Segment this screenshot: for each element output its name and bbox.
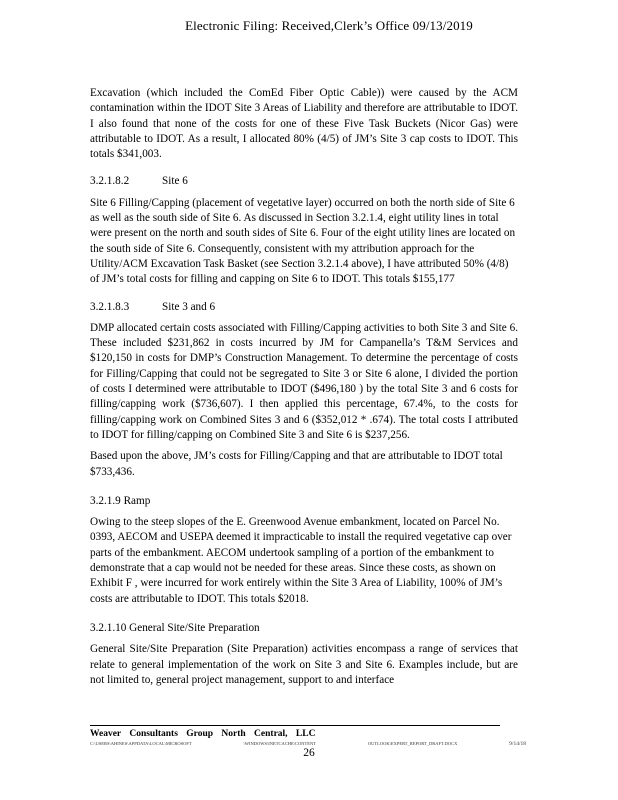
- paragraph: Excavation (which included the ComEd Fiber Optic Cable)) were caused by the ACM contamination within the IDOT Site 3 Areas of Liability and therefore are attributable to IDOT. I also found that none of the costs for one of these Five Task Buckets (Nicor Gas) were attributable to IDOT. As a result, I allocated 80% (4/5) of JM’s Site 3 cap costs to IDOT. This totals $341,003.: [90, 87, 518, 161]
- footer-path-left: C:\USERS\AHINES\APPDATA\LOCAL\MICROSOFT: [90, 741, 192, 746]
- footer-divider: [90, 725, 500, 726]
- section-heading: 3.2.1.9 Ramp: [90, 494, 151, 507]
- footer-path-right: OUTLOOK\EXPERT_REPORT_DRAFT.DOCX: [367, 741, 458, 746]
- section-heading: [90, 300, 518, 315]
- filing-stamp: Electronic Filing: Received,Clerk’s Office 09/13/2019: [185, 18, 473, 33]
- section-number: 3.2.1.8.2: [90, 175, 130, 188]
- paragraph: Based upon the above, JM’s costs for Filling/Capping and that are attributable to IDOT total $733,436.: [90, 450, 503, 478]
- footer-firm-name: Weaver Consultants Group North Central, LLC: [90, 729, 316, 739]
- paragraph: Owing to the steep slopes of the E. Greenwood Avenue embankment, located on Parcel No. 0393, AECOM and USEPA deemed it impracticable to install the required vegetative cap over parts of the embankment. AECOM undertook sampling of a portion of the embankment to demonstrate that a cap would not be needed for these areas. Since these costs, as shown on Exhibit F , were incurred for work entirely within the Site 3 Area of Liability, 100% of JM’s costs are attributable to IDOT. This totals $2018.: [90, 516, 512, 605]
- footer-date: 9/14/18: [509, 741, 526, 747]
- paragraph: General Site/Site Preparation (Site Preparation) activities encompass a range of services that relate to general implementation of the work on Site 3 and Site 6. Examples include, but are not limited to, general project management, support to and interface: [90, 643, 518, 686]
- section-heading: [90, 174, 518, 189]
- report-body: [90, 86, 518, 694]
- section-title: Site 6: [162, 175, 188, 188]
- section-number: 3.2.1.8.3: [90, 300, 130, 313]
- section-title: Site 3 and 6: [162, 300, 216, 313]
- paragraph: DMP allocated certain costs associated with Filling/Capping activities to both Site 3 and Site 6. These included $231,862 in costs incurred by JM for Campanella’s T&M Services and $120,150 in costs for DMP’s Construction Management. To determine the percentage of costs for Filling/Capping that could not be segregated to Site 3 or Site 6 alone, I divided the portion of costs I determined were attributable to IDOT ($496,180 ) by the total Site 3 and 6 costs for filling/capping work ($736,607). I then applied this percentage, 67.4%, to the costs for filling/capping work on Combined Sites 3 and 6 ($352,012 * .674). The total costs I attributed to IDOT for filling/capping on Combined Site 3 and Site 6 is $237,256.: [90, 321, 518, 441]
- footer-path-mid: \WINDOWS\INETCACHE\CONTENT: [243, 741, 316, 746]
- section-heading: 3.2.1.10 General Site/Site Preparation: [90, 621, 260, 634]
- paragraph: Site 6 Filling/Capping (placement of vegetative layer) occurred on both the north side of Site 6 as well as the south side of Site 6. As discussed in Section 3.2.1.4, eight utility lines in total were present on the north and south sides of Site 6. Four of the eight utility lines are located on the south side of Site 6. Consequently, consistent with my attribution approach for the Utility/ACM Excavation Task Basket (see Section 3.2.1.4 above), I have attributed 50% (4/8) of JM’s total costs for filling and capping on Site 6 to IDOT. This totals $155,177: [90, 196, 516, 286]
- page-number: 26: [303, 747, 315, 759]
